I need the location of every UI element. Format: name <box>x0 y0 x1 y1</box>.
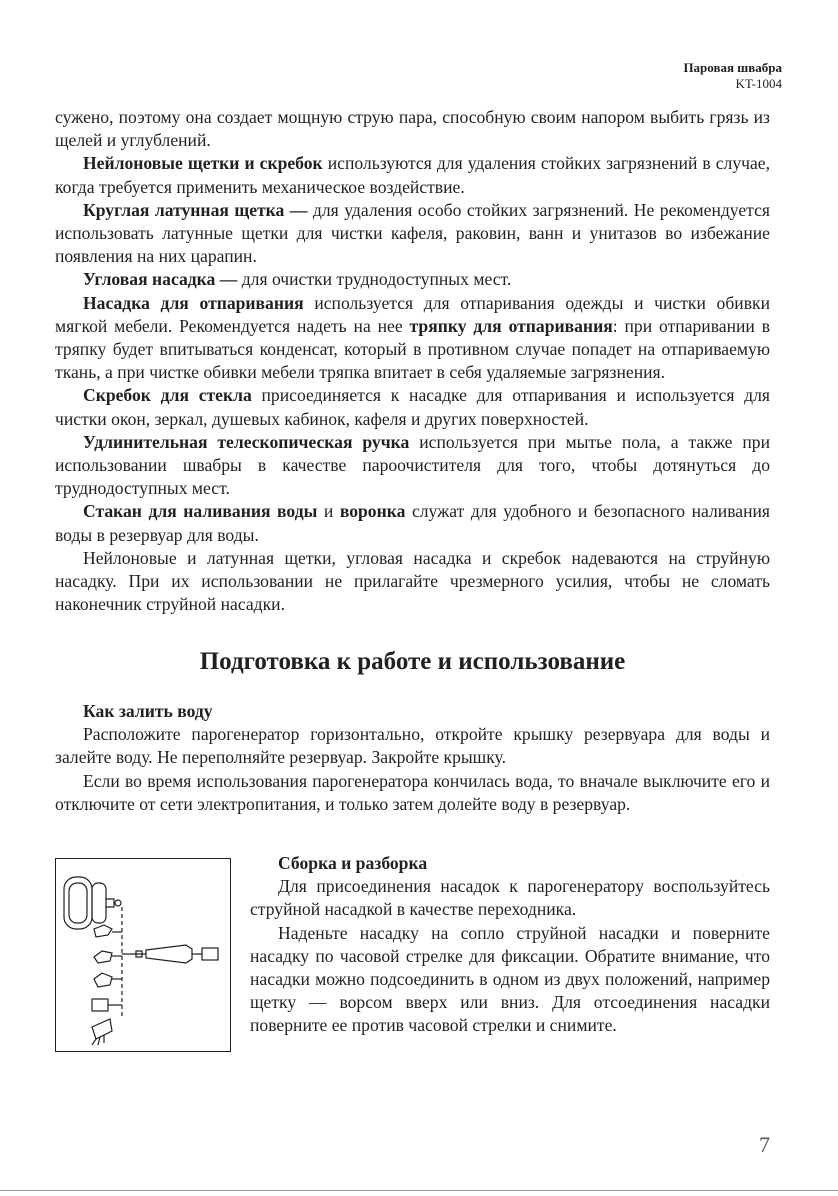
paragraph-text: для очистки труднодоступных мест. <box>237 269 512 290</box>
term: Удлинительная телескопическая ручка <box>83 431 410 452</box>
jet-nozzle-shape <box>146 945 192 963</box>
page-number: 7 <box>759 1132 770 1157</box>
term: Нейлоновые щетки и скребок <box>83 153 323 174</box>
term: тряпку для отпаривания <box>409 315 613 336</box>
brass-brush-shape <box>94 973 112 987</box>
paragraph: Если во время использования парогенератора кончилась вода, то вначале выключите его и отключите от сети электропитания, и только затем долейте воду в резервуар. <box>55 770 770 814</box>
paragraph-text: используются для удаления стойких загрязнений в случае, когда требуется применить механическое воздействие. <box>55 153 770 197</box>
paragraph <box>55 268 770 291</box>
attachments-diagram <box>56 859 230 1051</box>
page-header <box>683 60 782 92</box>
header-title: Паровая швабра <box>683 60 782 75</box>
accessories-description <box>55 106 770 616</box>
paragraph <box>55 292 770 385</box>
subsection-heading: Как залить воду <box>83 701 213 721</box>
section-title: Подготовка к работе и использование <box>199 648 626 675</box>
scraper-shape <box>92 1019 112 1039</box>
water-fill-section <box>55 700 770 816</box>
paragraph: Расположите парогенератор горизонтально, откройте крышку резервуара для воды и залейте воду. Не переполняйте резервуар. Закройте крышку. <box>55 724 770 768</box>
paragraph-text: и <box>317 501 340 522</box>
paragraph-text: служат для удобного и безопасного наливания воды в резервуар для воды. <box>55 501 771 545</box>
steam-attachment-shape <box>64 877 92 929</box>
assembly-section <box>250 852 770 1038</box>
paragraph <box>55 431 770 501</box>
paragraph: Для присоединения насадок к парогенератору воспользуйтесь струйной насадкой в качестве переходника. <box>250 876 770 920</box>
bottom-rule <box>0 1190 838 1191</box>
paragraph: сужено, поэтому она создает мощную струю пара, способную своим напором выбить грязь из щелей и углублений. <box>55 107 770 151</box>
subsection-heading: Сборка и разборка <box>278 853 428 873</box>
paragraph <box>55 152 770 198</box>
term: Стакан для наливания воды <box>83 501 318 522</box>
paragraph-text: используется для отпаривания одежды и чистки обивки мягкой мебели. Рекомендуется надеть на нее <box>55 292 770 336</box>
term: Круглая латунная щетка — <box>83 199 308 220</box>
nylon-brush-shape <box>94 925 112 937</box>
paragraph: Нейлоновые и латунная щетки, угловая насадка и скребок надеваются на струйную насадку. При их использовании не прилагайте чрезмерного усилия, чтобы не сломать наконечник струйной насадки. <box>55 547 770 615</box>
paragraph: Наденьте насадку на сопло струйной насадки и поверните насадку по часовой стрелке для фиксации. Обратите внимание, что насадки можно подсоединить в одном из двух положений, например щетку — ворсом вверх или вниз. Для отсоединения насадки поверните ее против часовой стрелки и снимите. <box>250 922 770 1036</box>
term: воронка <box>339 501 406 522</box>
angle-nozzle-shape <box>94 951 112 963</box>
header-model: KT-1004 <box>735 76 782 91</box>
term: Насадка для отпаривания <box>83 292 304 313</box>
paragraph <box>55 500 770 546</box>
term: Скребок для стекла <box>83 385 252 406</box>
paragraph <box>55 384 770 430</box>
paragraph <box>55 199 770 269</box>
attachments-illustration <box>55 858 231 1052</box>
paragraph-text: используется при мытье пола, а также при использовании швабры в качестве пароочистителя для того, чтобы дотянуться до труднодоступных мест. <box>55 431 770 499</box>
flat-brush-shape <box>92 999 108 1011</box>
paragraph-text: присоединяется к насадке для отпаривания и используется для чистки окон, зеркал, душевых кабинок, кафеля и других поверхностей. <box>55 385 770 429</box>
term: Угловая насадка — <box>83 269 238 290</box>
paragraph-text: : при отпаривании в тряпку будет впитываться конденсат, который в противном случае попадет на отпариваемую ткань, а при чистке обивки мебели тряпка впитает в себя удаляемые загрязнения. <box>55 315 771 383</box>
paragraph-text: для удаления особо стойких загрязнений. Не рекомендуется использовать латунные щетки для чистки кафеля, раковин, ванн и унитазов во избежание появления на них царапин. <box>55 199 770 267</box>
